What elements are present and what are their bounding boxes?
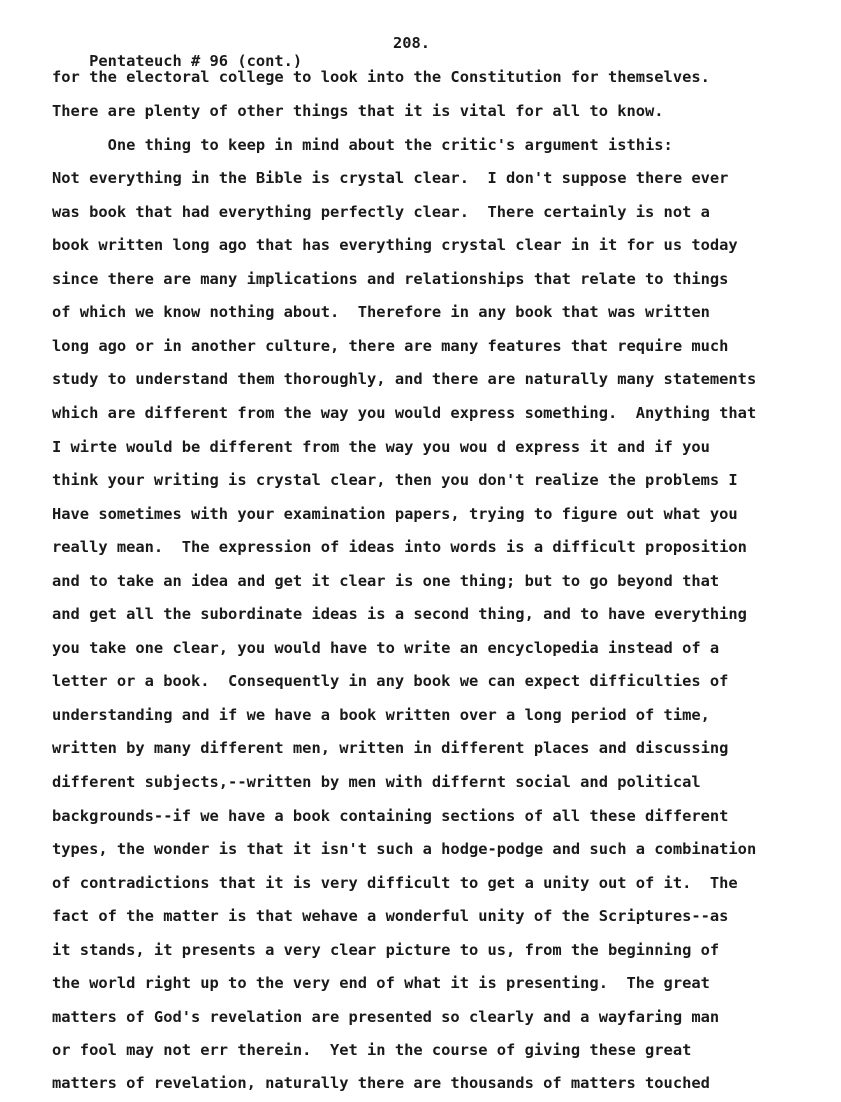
text-line: you take one clear, you would have to write an encyclopedia instead of a (52, 639, 720, 657)
text-line: matters of revelation, naturally there are thousands of matters touched (52, 1074, 710, 1092)
text-line: One thing to keep in mind about the critic's argument isthis: (52, 136, 673, 154)
text-line: backgrounds--if we have a book containing sections of all these different (52, 807, 729, 825)
text-line: understanding and if we have a book written over a long period of time, (52, 706, 710, 724)
text-line: since there are many implications and relationships that relate to things (52, 270, 729, 288)
text-line: fact of the matter is that wehave a wonderful unity of the Scriptures--as (52, 907, 729, 925)
text-line: Not everything in the Bible is crystal clear. I don't suppose there ever (52, 169, 729, 187)
text-line: book written long ago that has everything crystal clear in it for us today (52, 236, 738, 254)
header-title: Pentateuch # 96 (cont.) (89, 52, 303, 70)
text-line: it stands, it presents a very clear picture to us, from the beginning of (52, 941, 720, 959)
text-line: of which we know nothing about. Therefore in any book that was written (52, 303, 710, 321)
text-line: letter or a book. Consequently in any book we can expect difficulties of (52, 672, 729, 690)
text-line: study to understand them thoroughly, and there are naturally many statements (52, 370, 757, 388)
text-line: really mean. The expression of ideas into words is a difficult proposition (52, 538, 747, 556)
text-line: or fool may not err therein. Yet in the course of giving these great (52, 1041, 692, 1059)
text-line: was book that had everything perfectly clear. There certainly is not a (52, 203, 710, 221)
text-line: matters of God's revelation are presented so clearly and a wayfaring man (52, 1008, 720, 1026)
text-line: I wirte would be different from the way you wou d express it and if you (52, 438, 710, 456)
text-line: types, the wonder is that it isn't such a hodge-podge and such a combination (52, 840, 757, 858)
text-line: and to take an idea and get it clear is one thing; but to go beyond that (52, 572, 720, 590)
text-line: There are plenty of other things that it is vital for all to know. (52, 102, 664, 120)
text-line: written by many different men, written in different places and discussing (52, 739, 729, 757)
text-line: Have sometimes with your examination papers, trying to figure out what you (52, 505, 738, 523)
text-line: think your writing is crystal clear, then you don't realize the problems I (52, 471, 738, 489)
text-line: for the electoral college to look into the Constitution for themselves. (52, 68, 710, 86)
text-line: long ago or in another culture, there are many features that require much (52, 337, 729, 355)
text-line: the world right up to the very end of what it is presenting. The great (52, 974, 710, 992)
text-line: of contradictions that it is very difficult to get a unity out of it. The (52, 874, 738, 892)
text-line: different subjects,--written by men with differnt social and political (52, 773, 701, 791)
text-line: and get all the subordinate ideas is a second thing, and to have everything (52, 605, 747, 623)
text-line: which are different from the way you would express something. Anything that (52, 404, 757, 422)
page-number: 208. (393, 34, 431, 52)
